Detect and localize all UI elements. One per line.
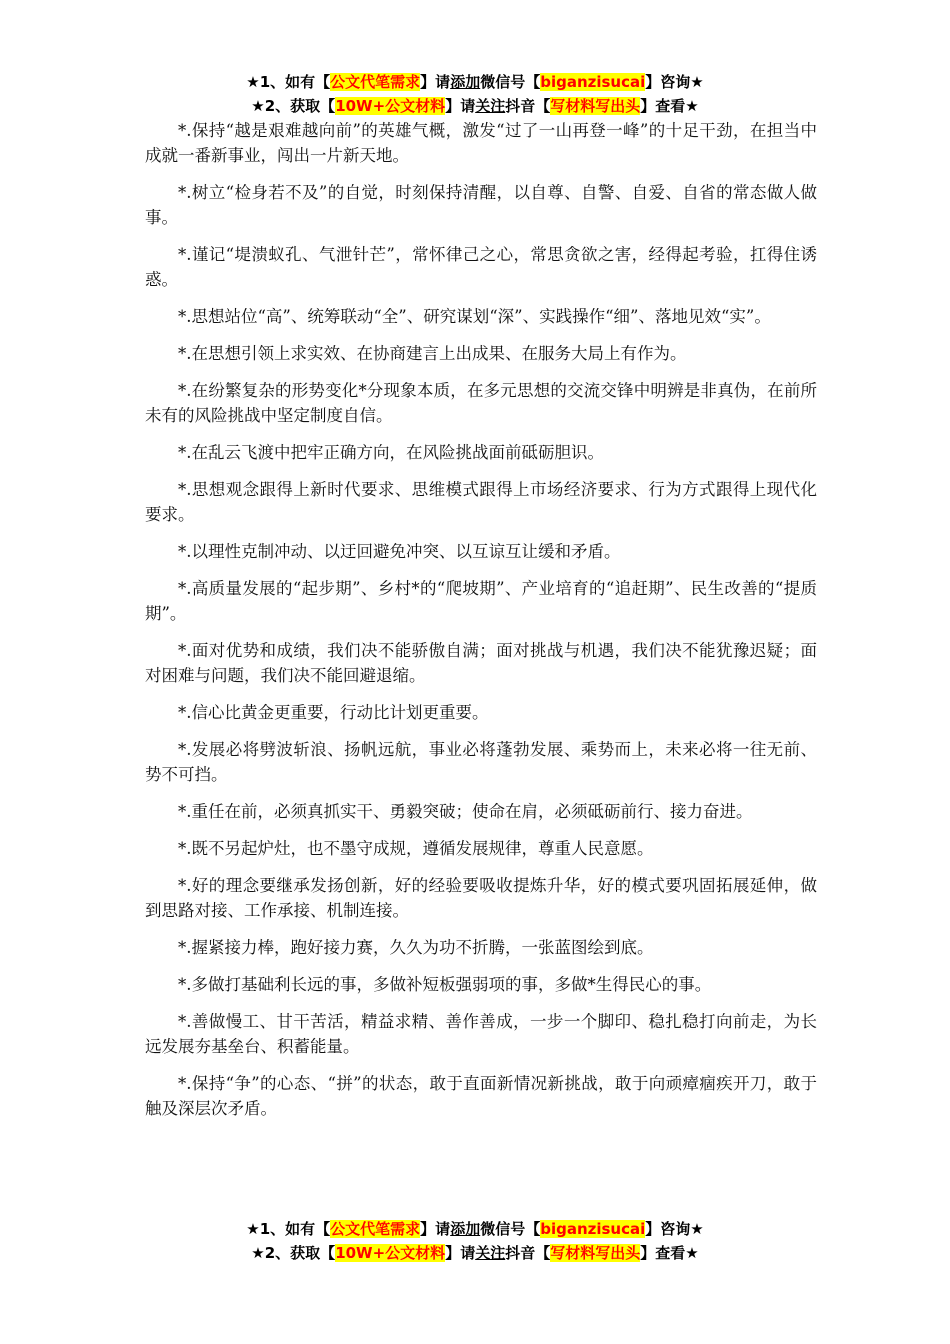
paragraph: *.多做打基础利长远的事，多做补短板强弱项的事，多做*生得民心的事。	[178, 975, 712, 994]
header-banner	[0, 70, 950, 118]
paragraph: *.以理性克制冲动、以迂回避免冲突、以互谅互让缓和矛盾。	[178, 542, 621, 561]
banner-highlight: biganzisucai	[540, 1220, 646, 1238]
banner-underline: 关注	[475, 97, 506, 115]
banner-text: 】查看★	[640, 1244, 699, 1262]
body-text	[145, 118, 817, 1133]
paragraph: *.面对优势和成绩，我们决不能骄傲自满；面对挑战与机遇，我们决不能犹豫迟疑；面对困难与问题，我们决不能回避退缩。	[145, 641, 817, 685]
paragraph: *.在纷繁复杂的形势变化*分现象本质，在多元思想的交流交锋中明辨是非真伪，在前所未有的风险挑战中坚定制度自信。	[145, 381, 817, 425]
banner-highlight: 公文代笔需求	[330, 73, 421, 91]
paragraph: *.好的理念要继承发扬创新，好的经验要吸收提炼升华，好的模式要巩固拓展延伸，做到思路对接、工作承接、机制连接。	[145, 876, 817, 920]
banner-text: 】请	[420, 73, 451, 91]
banner-text: 抖音【	[505, 97, 551, 115]
paragraph: *.善做慢工、甘干苦活，精益求精、善作善成，一步一个脚印、稳扎稳打向前走，为长远发展夯基垒台、积蓄能量。	[145, 1012, 817, 1056]
paragraph: *.在乱云飞渡中把牢正确方向，在风险挑战面前砥砺胆识。	[178, 443, 604, 462]
footer-banner	[0, 1217, 950, 1265]
banner-line-2	[0, 1241, 950, 1265]
paragraph: *.保持“争”的心态、“拼”的状态，敢于直面新情况新挑战，敢于向顽瘴痼疾开刀，敢于触及深层次矛盾。	[145, 1074, 817, 1118]
paragraph: *.握紧接力棒，跑好接力赛，久久为功不折腾，一张蓝图绘到底。	[178, 938, 654, 957]
banner-highlight: 10W+公文材料	[335, 97, 446, 115]
banner-text: ★2、获取【	[251, 97, 336, 115]
banner-text: 】咨询★	[645, 1220, 704, 1238]
paragraph: *.信心比黄金更重要，行动比计划更重要。	[178, 703, 489, 722]
banner-line-1	[0, 70, 950, 94]
paragraph: *.发展必将劈波斩浪、扬帆远航，事业必将蓬勃发展、乘势而上，未来必将一往无前、势不可挡。	[145, 740, 817, 784]
banner-text: ★1、如有【	[246, 1220, 331, 1238]
paragraph: *.在思想引领上求实效、在协商建言上出成果、在服务大局上有作为。	[178, 344, 687, 363]
banner-highlight: 写材料写出头	[550, 97, 641, 115]
banner-text: 】查看★	[640, 97, 699, 115]
paragraph: *.树立“检身若不及”的自觉，时刻保持清醒，以自尊、自警、自爱、自省的常态做人做事。	[145, 183, 817, 227]
banner-text: 微信号【	[480, 73, 541, 91]
banner-text: ★1、如有【	[246, 73, 331, 91]
paragraph: *.思想站位“高”、统筹联动“全”、研究谋划“深”、实践操作“细”、落地见效“实”。	[178, 307, 771, 326]
banner-text: 抖音【	[505, 1244, 551, 1262]
paragraph: *.高质量发展的“起步期”、乡村*的“爬坡期”、产业培育的“追赶期”、民生改善的“提质期”。	[145, 579, 817, 623]
banner-underline: 添加	[450, 1220, 481, 1238]
banner-highlight: 10W+公文材料	[335, 1244, 446, 1262]
paragraph: *.重任在前，必须真抓实干、勇毅突破；使命在肩，必须砥砺前行、接力奋进。	[178, 802, 753, 821]
paragraph: *.思想观念跟得上新时代要求、思维模式跟得上市场经济要求、行为方式跟得上现代化要求。	[145, 480, 817, 524]
banner-line-2	[0, 94, 950, 118]
banner-underline: 关注	[475, 1244, 506, 1262]
banner-text: 】请	[445, 1244, 476, 1262]
banner-text: 】请	[420, 1220, 451, 1238]
paragraph: *.保持“越是艰难越向前”的英雄气概，激发“过了一山再登一峰”的十足干劲，在担当中成就一番新事业，闯出一片新天地。	[145, 121, 817, 165]
paragraph: *.既不另起炉灶，也不墨守成规，遵循发展规律，尊重人民意愿。	[178, 839, 654, 858]
banner-highlight: 公文代笔需求	[330, 1220, 421, 1238]
banner-highlight: 写材料写出头	[550, 1244, 641, 1262]
banner-text: 】请	[445, 97, 476, 115]
banner-highlight: biganzisucai	[540, 73, 646, 91]
paragraph: *.谨记“堤溃蚁孔、气泄针芒”，常怀律己之心，常思贪欲之害，经得起考验，扛得住诱惑。	[145, 245, 817, 289]
banner-line-1	[0, 1217, 950, 1241]
banner-text: 】咨询★	[645, 73, 704, 91]
banner-text: 微信号【	[480, 1220, 541, 1238]
banner-text: ★2、获取【	[251, 1244, 336, 1262]
banner-underline: 添加	[450, 73, 481, 91]
